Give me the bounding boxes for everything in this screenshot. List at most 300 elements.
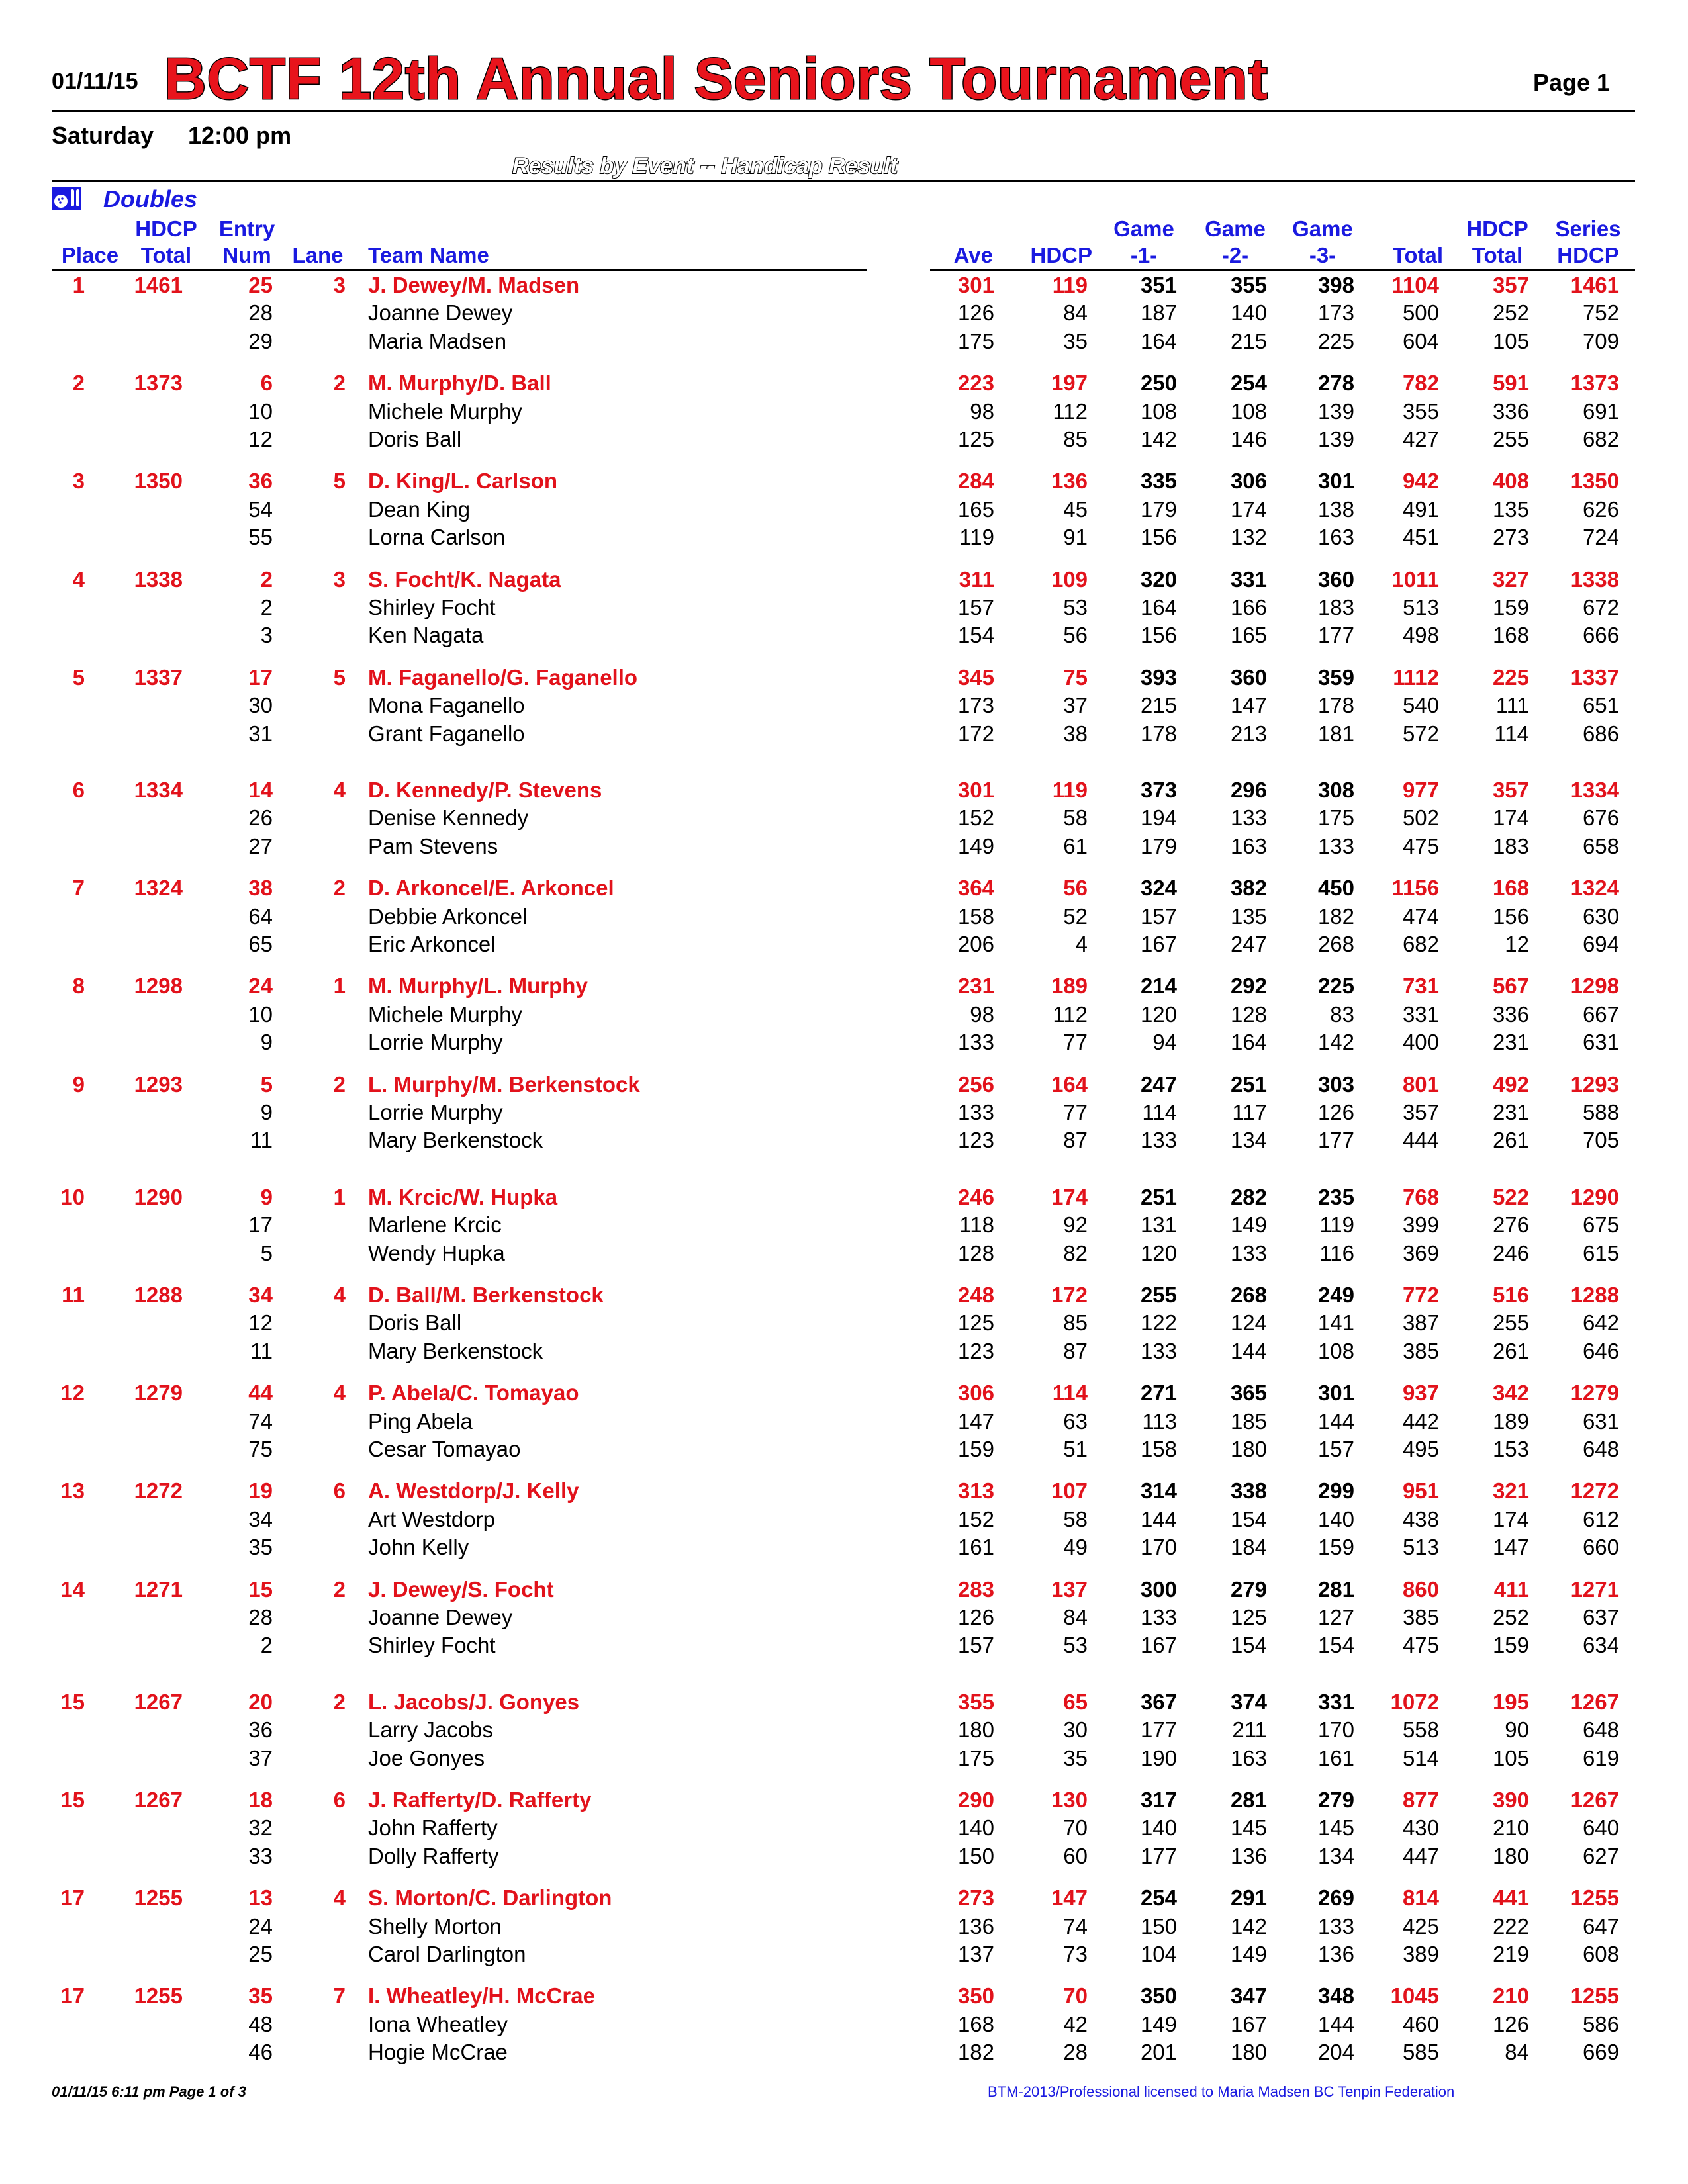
cell-series: 648 [1582, 1437, 1619, 1461]
cell-hdcp2: 342 [1492, 1381, 1529, 1406]
cell-g3: 141 [1317, 1310, 1354, 1336]
cell-g1: 317 [1140, 1788, 1177, 1812]
cell-total: 495 [1402, 1437, 1439, 1461]
cell-ave: 175 [957, 1745, 994, 1770]
cell-hdcp2: 567 [1492, 974, 1529, 999]
cell-hdcp: 85 [1063, 1310, 1088, 1336]
team-row [0, 1982, 1688, 2010]
cell-g1: 150 [1140, 1913, 1177, 1938]
cell-hdcp2: 219 [1492, 1942, 1529, 1966]
cell-hdcp2: 210 [1492, 1815, 1529, 1841]
team-row [0, 1281, 1688, 1309]
cell-ave: 149 [957, 833, 994, 858]
cell-series: 675 [1582, 1212, 1619, 1238]
cell-series: 676 [1582, 805, 1619, 831]
cell-name: J. Rafferty/D. Rafferty [368, 1788, 592, 1812]
cell-hdcp: 56 [1063, 876, 1088, 901]
cell-hdcp_total: 1267 [134, 1689, 183, 1714]
cell-hdcp: 92 [1063, 1212, 1088, 1238]
cell-entry: 35 [248, 1983, 273, 2009]
cell-hdcp_total: 1324 [134, 876, 183, 901]
cell-total: 442 [1402, 1408, 1439, 1433]
cell-g2: 128 [1230, 1001, 1267, 1026]
cell-g3: 278 [1317, 371, 1354, 396]
cell-g1: 335 [1140, 469, 1177, 494]
cell-g3: 154 [1317, 1633, 1354, 1658]
cell-name: Doris Ball [368, 1310, 462, 1336]
cell-hdcp2: 336 [1492, 398, 1529, 424]
cell-hdcp2: 522 [1492, 1184, 1529, 1209]
cell-hdcp2: 255 [1492, 1310, 1529, 1336]
cell-g1: 324 [1140, 876, 1177, 901]
cell-ave: 273 [957, 1886, 994, 1911]
cell-g1: 142 [1140, 427, 1177, 451]
cell-ave: 126 [957, 1605, 994, 1629]
cell-total: 540 [1402, 693, 1439, 718]
cell-series: 658 [1582, 833, 1619, 858]
member-row [0, 931, 1688, 958]
cell-g1: 133 [1140, 1338, 1177, 1363]
cell-series: 1461 [1570, 273, 1619, 297]
cell-g3: 204 [1317, 2040, 1354, 2065]
cell-ave: 180 [957, 1717, 994, 1743]
cell-ave: 119 [959, 525, 994, 550]
cell-g1: 94 [1152, 1030, 1177, 1055]
cell-series: 705 [1582, 1128, 1619, 1153]
cell-total: 513 [1402, 1535, 1439, 1560]
cell-name: Shirley Focht [368, 595, 496, 619]
cell-ave: 136 [957, 1913, 994, 1938]
cell-hdcp2: 174 [1492, 1506, 1529, 1531]
cell-place: 17 [60, 1886, 85, 1911]
cell-series: 1267 [1570, 1689, 1619, 1714]
cell-g1: 393 [1140, 664, 1177, 690]
cell-g2: 117 [1232, 1100, 1267, 1124]
cell-name: Dolly Rafferty [368, 1843, 499, 1868]
cell-lane: 1 [333, 1184, 346, 1209]
cell-g2: 108 [1230, 398, 1267, 424]
cell-hdcp2: 252 [1492, 1605, 1529, 1629]
cell-hdcp_total: 1255 [134, 1983, 183, 2009]
cell-g1: 251 [1140, 1184, 1177, 1209]
cell-g3: 140 [1317, 1506, 1354, 1531]
cell-hdcp: 37 [1063, 693, 1088, 718]
col-game1-line1: Game [1113, 216, 1174, 241]
cell-hdcp2: 12 [1505, 932, 1529, 956]
cell-entry: 12 [248, 427, 273, 451]
cell-g1: 367 [1140, 1689, 1177, 1714]
cell-total: 369 [1402, 1240, 1439, 1265]
cell-g2: 149 [1230, 1212, 1267, 1238]
cell-hdcp_total: 1337 [134, 664, 183, 690]
cell-g3: 178 [1317, 693, 1354, 718]
cell-name: Lorna Carlson [368, 525, 506, 550]
cell-name: Art Westdorp [368, 1506, 495, 1531]
cell-hdcp: 42 [1063, 2011, 1088, 2036]
member-row [0, 1028, 1688, 1056]
cell-hdcp2: 159 [1492, 1633, 1529, 1658]
cell-g1: 140 [1140, 1815, 1177, 1841]
cell-total: 425 [1402, 1913, 1439, 1938]
member-row [0, 1716, 1688, 1744]
cell-entry: 19 [248, 1479, 273, 1504]
cell-total: 474 [1402, 903, 1439, 929]
member-row [0, 1435, 1688, 1463]
cell-hdcp2: 225 [1492, 664, 1529, 690]
cell-ave: 123 [957, 1128, 994, 1153]
cell-hdcp: 65 [1063, 1689, 1088, 1714]
cell-total: 400 [1402, 1030, 1439, 1055]
cell-series: 1288 [1570, 1283, 1619, 1307]
cell-entry: 9 [260, 1030, 273, 1055]
cell-ave: 301 [957, 273, 994, 297]
report-subtitle: Results by Event -- Handicap Result [512, 154, 898, 179]
cell-lane: 3 [333, 567, 346, 592]
cell-g1: 194 [1140, 805, 1177, 831]
cell-g1: 167 [1140, 1633, 1177, 1658]
cell-lane: 7 [333, 1983, 346, 2009]
cell-name: J. Dewey/M. Madsen [368, 273, 580, 297]
member-row [0, 692, 1688, 719]
cell-g3: 163 [1317, 525, 1354, 550]
cell-hdcp: 28 [1063, 2040, 1088, 2065]
header-divider [52, 110, 1635, 112]
cell-g1: 170 [1140, 1535, 1177, 1560]
cell-g1: 250 [1140, 371, 1177, 396]
cell-g3: 348 [1317, 1983, 1354, 2009]
cell-g1: 122 [1140, 1310, 1177, 1336]
member-row [0, 496, 1688, 523]
cell-hdcp: 70 [1063, 1983, 1088, 2009]
cell-g2: 154 [1230, 1506, 1267, 1531]
cell-series: 669 [1582, 2040, 1619, 2065]
cell-name: Ping Abela [368, 1408, 473, 1433]
cell-entry: 13 [248, 1886, 273, 1911]
cell-total: 460 [1402, 2011, 1439, 2036]
cell-name: Denise Kennedy [368, 805, 529, 831]
cell-g3: 157 [1317, 1437, 1354, 1461]
team-row [0, 1183, 1688, 1211]
cell-hdcp2: 390 [1492, 1788, 1529, 1812]
cell-entry: 24 [248, 1913, 273, 1938]
cell-hdcp: 112 [1053, 398, 1088, 424]
cell-g3: 108 [1317, 1338, 1354, 1363]
cell-name: Eric Arkoncel [368, 932, 496, 956]
cell-hdcp: 58 [1063, 1506, 1088, 1531]
cell-g1: 351 [1140, 273, 1177, 297]
cell-ave: 154 [957, 623, 994, 648]
cell-g2: 164 [1230, 1030, 1267, 1055]
cell-g2: 279 [1230, 1576, 1267, 1602]
cell-name: P. Abela/C. Tomayao [368, 1381, 579, 1406]
cell-series: 752 [1582, 300, 1619, 326]
cell-g1: 157 [1140, 903, 1177, 929]
cell-g3: 138 [1317, 496, 1354, 522]
cell-g2: 125 [1230, 1605, 1267, 1629]
cell-g2: 355 [1230, 273, 1267, 297]
cell-total: 514 [1402, 1745, 1439, 1770]
cell-total: 937 [1402, 1381, 1439, 1406]
cell-entry: 64 [248, 903, 273, 929]
cell-g2: 292 [1230, 974, 1267, 999]
cell-g3: 145 [1317, 1815, 1354, 1841]
cell-series: 588 [1582, 1100, 1619, 1124]
cell-g1: 133 [1140, 1605, 1177, 1629]
cell-series: 646 [1582, 1338, 1619, 1363]
cell-total: 772 [1402, 1283, 1439, 1307]
cell-entry: 28 [248, 300, 273, 326]
cell-ave: 223 [957, 371, 994, 396]
cell-ave: 231 [957, 974, 994, 999]
cell-ave: 98 [970, 398, 994, 424]
cell-name: Dean King [368, 496, 471, 522]
cell-g3: 139 [1317, 427, 1354, 451]
cell-g3: 142 [1317, 1030, 1354, 1055]
cell-hdcp: 63 [1063, 1408, 1088, 1433]
cell-total: 498 [1402, 623, 1439, 648]
cell-g2: 281 [1230, 1788, 1267, 1812]
cell-name: D. King/L. Carlson [368, 469, 558, 494]
member-row [0, 1099, 1688, 1126]
bowling-icon [52, 187, 81, 210]
cell-place: 11 [62, 1283, 85, 1307]
cell-hdcp_total: 1288 [134, 1283, 183, 1307]
cell-g3: 173 [1317, 300, 1354, 326]
cell-total: 572 [1402, 721, 1439, 746]
cell-lane: 1 [333, 974, 346, 999]
cell-name: Mary Berkenstock [368, 1338, 543, 1363]
cell-g2: 247 [1230, 932, 1267, 956]
cell-series: 586 [1582, 2011, 1619, 2036]
cell-g3: 133 [1317, 1913, 1354, 1938]
cell-hdcp2: 126 [1492, 2011, 1529, 2036]
cell-hdcp2: 261 [1492, 1338, 1529, 1363]
member-row [0, 2038, 1688, 2066]
cell-g3: 119 [1319, 1212, 1354, 1238]
cell-entry: 36 [248, 1717, 273, 1743]
cell-entry: 29 [248, 328, 273, 353]
cell-hdcp: 137 [1051, 1576, 1088, 1602]
cell-series: 724 [1582, 525, 1619, 550]
cell-name: A. Westdorp/J. Kelly [368, 1479, 579, 1504]
cell-ave: 123 [957, 1338, 994, 1363]
cell-ave: 126 [957, 300, 994, 326]
cell-place: 4 [72, 567, 85, 592]
cell-g3: 144 [1317, 1408, 1354, 1433]
cell-name: Debbie Arkoncel [368, 903, 528, 929]
cell-entry: 18 [248, 1788, 273, 1812]
cell-series: 660 [1582, 1535, 1619, 1560]
cell-lane: 4 [333, 1886, 346, 1911]
cell-hdcp: 197 [1051, 371, 1088, 396]
cell-hdcp2: 261 [1492, 1128, 1529, 1153]
cell-hdcp_total: 1373 [134, 371, 183, 396]
cell-place: 15 [60, 1788, 85, 1812]
cell-name: Doris Ball [368, 427, 462, 451]
cell-g2: 136 [1230, 1843, 1267, 1868]
cell-g1: 247 [1140, 1071, 1177, 1097]
team-row [0, 566, 1688, 594]
cell-g3: 134 [1317, 1843, 1354, 1868]
column-header-underline [52, 269, 867, 271]
cell-name: Wendy Hupka [368, 1240, 505, 1265]
cell-hdcp_total: 1267 [134, 1788, 183, 1812]
cell-g2: 133 [1230, 805, 1267, 831]
footer-timestamp: 01/11/15 6:11 pm Page 1 of 3 [52, 2083, 246, 2100]
cell-name: Michele Murphy [368, 398, 522, 424]
team-row [0, 1688, 1688, 1716]
cell-ave: 147 [957, 1408, 994, 1433]
member-row [0, 1338, 1688, 1365]
cell-series: 627 [1582, 1843, 1619, 1868]
cell-name: Grant Faganello [368, 721, 525, 746]
cell-g2: 296 [1230, 778, 1267, 802]
cell-g3: 175 [1317, 805, 1354, 831]
team-row [0, 874, 1688, 902]
cell-hdcp2: 195 [1492, 1689, 1529, 1714]
cell-ave: 172 [957, 721, 994, 746]
cell-ave: 355 [957, 1689, 994, 1714]
cell-total: 814 [1402, 1886, 1439, 1911]
cell-ave: 128 [957, 1240, 994, 1265]
report-time: 12:00 pm [188, 122, 292, 149]
cell-entry: 25 [248, 273, 273, 297]
cell-hdcp2: 156 [1492, 903, 1529, 929]
cell-series: 667 [1582, 1001, 1619, 1026]
cell-g2: 174 [1230, 496, 1267, 522]
cell-hdcp: 35 [1063, 1745, 1088, 1770]
col-hdcp-total2-line1: HDCP [1466, 216, 1528, 241]
cell-ave: 350 [957, 1983, 994, 2009]
cell-g3: 235 [1317, 1184, 1354, 1209]
cell-series: 651 [1582, 693, 1619, 718]
cell-name: Shirley Focht [368, 1633, 496, 1658]
cell-total: 475 [1402, 1633, 1439, 1658]
cell-hdcp: 114 [1052, 1381, 1088, 1406]
cell-series: 615 [1582, 1240, 1619, 1265]
cell-hdcp: 91 [1063, 525, 1088, 550]
cell-g3: 177 [1317, 1128, 1354, 1153]
cell-name: Carol Darlington [368, 1942, 526, 1966]
cell-g2: 185 [1230, 1408, 1267, 1433]
cell-ave: 345 [957, 664, 994, 690]
member-row [0, 2011, 1688, 2038]
cell-hdcp: 53 [1063, 1633, 1088, 1658]
cell-g1: 201 [1140, 2040, 1177, 2065]
cell-series: 694 [1582, 932, 1619, 956]
report-day: Saturday [52, 122, 154, 149]
cell-series: 1334 [1570, 778, 1619, 802]
cell-hdcp: 35 [1063, 328, 1088, 353]
cell-hdcp2: 231 [1492, 1100, 1529, 1124]
cell-hdcp2: 114 [1494, 721, 1529, 746]
cell-g1: 156 [1140, 525, 1177, 550]
cell-hdcp: 74 [1063, 1913, 1088, 1938]
cell-hdcp: 75 [1063, 664, 1088, 690]
cell-g1: 178 [1140, 721, 1177, 746]
cell-series: 1255 [1570, 1983, 1619, 2009]
cell-total: 357 [1402, 1100, 1439, 1124]
cell-hdcp2: 168 [1492, 876, 1529, 901]
member-row [0, 1814, 1688, 1842]
cell-g3: 182 [1317, 903, 1354, 929]
cell-hdcp2: 180 [1492, 1843, 1529, 1868]
col-game2-line1: Game [1205, 216, 1266, 241]
member-row [0, 1843, 1688, 1870]
cell-hdcp: 87 [1063, 1128, 1088, 1153]
cell-series: 1338 [1570, 567, 1619, 592]
cell-series: 648 [1582, 1717, 1619, 1743]
cell-name: M. Krcic/W. Hupka [368, 1184, 558, 1209]
cell-ave: 168 [957, 2011, 994, 2036]
cell-g1: 190 [1140, 1745, 1177, 1770]
cell-total: 389 [1402, 1942, 1439, 1966]
team-row [0, 776, 1688, 804]
cell-ave: 125 [957, 1310, 994, 1336]
cell-g3: 83 [1330, 1001, 1354, 1026]
cell-hdcp2: 84 [1505, 2040, 1529, 2065]
cell-g1: 164 [1140, 328, 1177, 353]
cell-g2: 163 [1230, 833, 1267, 858]
cell-series: 642 [1582, 1310, 1619, 1336]
cell-entry: 2 [260, 595, 273, 619]
cell-ave: 140 [957, 1815, 994, 1841]
cell-entry: 9 [260, 1184, 273, 1209]
member-row [0, 1940, 1688, 1968]
cell-place: 9 [72, 1071, 85, 1097]
cell-hdcp_total: 1293 [134, 1071, 183, 1097]
cell-g3: 116 [1319, 1240, 1354, 1265]
cell-series: 608 [1582, 1942, 1619, 1966]
cell-g1: 131 [1140, 1212, 1177, 1238]
cell-g2: 211 [1232, 1717, 1267, 1743]
cell-entry: 65 [248, 932, 273, 956]
cell-g3: 303 [1317, 1071, 1354, 1097]
cell-total: 331 [1402, 1001, 1439, 1026]
member-row [0, 328, 1688, 355]
member-row [0, 1211, 1688, 1239]
cell-hdcp: 109 [1051, 567, 1088, 592]
cell-hdcp: 58 [1063, 805, 1088, 831]
cell-total: 942 [1402, 469, 1439, 494]
cell-hdcp: 84 [1063, 1605, 1088, 1629]
cell-entry: 38 [248, 876, 273, 901]
cell-name: Ken Nagata [368, 623, 484, 648]
cell-hdcp: 112 [1053, 1001, 1088, 1026]
cell-place: 7 [72, 876, 85, 901]
cell-lane: 2 [333, 1576, 346, 1602]
cell-name: J. Dewey/S. Focht [368, 1576, 554, 1602]
cell-place: 1 [72, 273, 85, 297]
cell-entry: 48 [248, 2011, 273, 2036]
col-game3-line1: Game [1292, 216, 1353, 241]
cell-g2: 291 [1230, 1886, 1267, 1911]
team-row [0, 369, 1688, 397]
cell-name: M. Murphy/D. Ball [368, 371, 551, 396]
cell-series: 637 [1582, 1605, 1619, 1629]
cell-name: John Rafferty [368, 1815, 498, 1841]
cell-hdcp2: 90 [1505, 1717, 1529, 1743]
cell-name: L. Murphy/M. Berkenstock [368, 1071, 640, 1097]
cell-hdcp: 136 [1051, 469, 1088, 494]
cell-place: 3 [72, 469, 85, 494]
cell-lane: 2 [333, 371, 346, 396]
cell-series: 709 [1582, 328, 1619, 353]
cell-hdcp_total: 1279 [134, 1381, 183, 1406]
team-row [0, 467, 1688, 495]
col-series-line1: Series [1555, 216, 1621, 241]
cell-hdcp2: 147 [1492, 1535, 1529, 1560]
